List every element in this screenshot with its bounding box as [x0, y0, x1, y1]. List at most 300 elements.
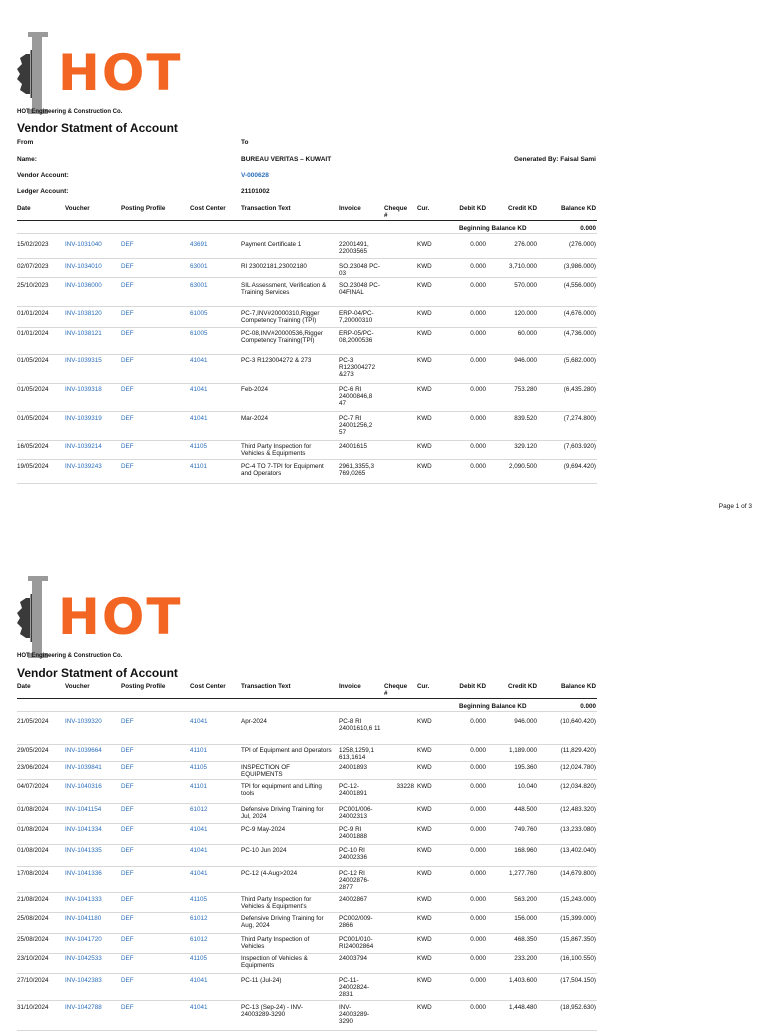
posting-profile-link[interactable]: DEF — [121, 870, 134, 877]
col-cheque-hash: # — [384, 690, 388, 697]
posting-profile-link[interactable]: DEF — [121, 826, 134, 833]
cell-credit: 276.000 — [514, 241, 537, 248]
company-name: HOT Engineering & Construction Co. — [17, 109, 123, 115]
posting-profile-link[interactable]: DEF — [121, 1004, 134, 1011]
cell-invoice: PC-12- 24001891 — [339, 783, 368, 798]
cell-balance: (16,100.550) — [560, 955, 596, 962]
cell-cur: KWD — [417, 357, 432, 364]
posting-profile-link[interactable]: DEF — [121, 896, 134, 903]
row-divider — [17, 761, 597, 762]
voucher-link[interactable]: INV-1039320 — [65, 718, 102, 725]
cell-transaction-text: TPI of Equipment and Operators — [241, 747, 332, 754]
cell-date: 01/01/2024 — [17, 310, 49, 317]
cell-invoice: PC001/006- 24002313 — [339, 806, 373, 821]
cell-credit: 946.000 — [514, 357, 537, 364]
page-number: Page 1 of 3 — [718, 503, 752, 510]
cell-date: 21/05/2024 — [17, 718, 49, 725]
cell-debit: 0.000 — [470, 806, 486, 813]
cell-credit: 2,090.500 — [508, 463, 537, 470]
from-label: From — [17, 139, 34, 146]
cell-cur: KWD — [417, 415, 432, 422]
cost-center-link[interactable]: 63001 — [190, 282, 208, 289]
posting-profile-link[interactable]: DEF — [121, 241, 134, 248]
cell-invoice: 2961,3355,3 769,0265 — [339, 463, 375, 478]
col-credit: Credit KD — [507, 205, 537, 212]
posting-profile-link[interactable]: DEF — [121, 764, 134, 771]
cell-debit: 0.000 — [470, 955, 486, 962]
cell-cur: KWD — [417, 806, 432, 813]
cell-balance: (13,402.040) — [560, 847, 596, 854]
header-rule — [17, 698, 597, 699]
cell-cheque: 33228 — [396, 783, 414, 790]
ledger-account-value: 21101002 — [241, 188, 270, 195]
row-divider — [17, 912, 597, 913]
voucher-link[interactable]: INV-1038121 — [65, 330, 102, 337]
col-cost-center: Cost Center — [190, 205, 226, 212]
cell-transaction-text: PC-4 TO 7-TPI for Equipment and Operators — [241, 463, 324, 478]
cell-cur: KWD — [417, 977, 432, 984]
cell-credit: 563.200 — [514, 896, 537, 903]
cell-debit: 0.000 — [470, 241, 486, 248]
company-logo-page-2 — [16, 572, 182, 662]
cost-center-link[interactable]: 61005 — [190, 310, 208, 317]
generated-by: Generated By: Faisal Sami — [513, 156, 596, 163]
cell-balance: (6,435.280) — [563, 386, 596, 393]
cell-credit: 448.500 — [514, 806, 537, 813]
cell-invoice: PC-7 RI 24001256,2 57 — [339, 415, 373, 437]
beginning-balance-label: Beginning Balance KD — [459, 225, 527, 232]
cell-cur: KWD — [417, 263, 432, 270]
cell-transaction-text: TPI for equipment and Lifting tools — [241, 783, 322, 798]
cell-invoice: PC002/009- 2866 — [339, 915, 373, 930]
col-date: Date — [17, 683, 31, 690]
voucher-link[interactable]: INV-1041180 — [65, 915, 102, 922]
cell-date: 15/02/2023 — [17, 241, 49, 248]
cell-transaction-text: PC-11 (Jul-24) — [241, 977, 282, 984]
cell-date: 25/10/2023 — [17, 282, 49, 289]
cell-balance: (12,483.320) — [560, 806, 596, 813]
cell-transaction-text: Defensive Driving Training for Aug, 2024 — [241, 915, 324, 930]
cell-balance: (4,736.000) — [563, 330, 596, 337]
cell-date: 01/08/2024 — [17, 826, 49, 833]
cell-invoice: 24002867 — [339, 896, 368, 903]
cell-date: 01/01/2024 — [17, 330, 49, 337]
cell-credit: 1,403.600 — [508, 977, 537, 984]
cost-center-link[interactable]: 43691 — [190, 241, 208, 248]
cell-date: 16/05/2024 — [17, 443, 49, 450]
cell-balance: (4,556.000) — [563, 282, 596, 289]
cost-center-link[interactable]: 63001 — [190, 263, 208, 270]
posting-profile-link[interactable]: DEF — [121, 955, 134, 962]
cell-invoice: 22001491, 22003565 — [339, 241, 369, 256]
cell-invoice: 1258,1259,1 613,1614 — [339, 747, 375, 762]
cell-balance: (12,034.820) — [560, 783, 596, 790]
row-divider — [17, 953, 597, 954]
vendor-account-link[interactable]: V-000628 — [241, 172, 269, 179]
voucher-link[interactable]: INV-1039319 — [65, 415, 102, 422]
cell-cur: KWD — [417, 1004, 432, 1011]
cell-cur: KWD — [417, 241, 432, 248]
cell-credit: 168.960 — [514, 847, 537, 854]
cell-date: 31/10/2024 — [17, 1004, 49, 1011]
cost-center-link[interactable]: 41041 — [190, 386, 208, 393]
cell-transaction-text: PC-3 R123004272 & 273 — [241, 357, 312, 364]
ledger-account-label: Ledger Account: — [17, 188, 69, 195]
cost-center-link[interactable]: 41105 — [190, 764, 208, 771]
posting-profile-link[interactable]: DEF — [121, 915, 134, 922]
cell-debit: 0.000 — [470, 747, 486, 754]
cost-center-link[interactable]: 41041 — [190, 870, 208, 877]
cell-date: 23/06/2024 — [17, 764, 49, 771]
beginning-balance-value: 0.000 — [580, 703, 596, 710]
posting-profile-link[interactable]: DEF — [121, 936, 134, 943]
cell-debit: 0.000 — [470, 282, 486, 289]
cell-balance: (14,679.800) — [560, 870, 596, 877]
cost-center-link[interactable]: 41101 — [190, 783, 208, 790]
col-cheque — [384, 683, 407, 697]
cost-center-link[interactable]: 61005 — [190, 330, 208, 337]
cell-credit: 60.000 — [517, 330, 537, 337]
posting-profile-link[interactable]: DEF — [121, 977, 134, 984]
logo-text: HOT — [58, 588, 183, 646]
cell-date: 21/08/2024 — [17, 896, 49, 903]
row-divider — [17, 327, 597, 328]
row-divider — [17, 973, 597, 974]
row-divider — [17, 823, 597, 824]
voucher-link[interactable]: INV-1038120 — [65, 310, 102, 317]
cost-center-link[interactable]: 61012 — [190, 936, 208, 943]
posting-profile-link[interactable]: DEF — [121, 718, 134, 725]
cell-balance: (7,274.800) — [563, 415, 596, 422]
col-invoice: Invoice — [339, 683, 361, 690]
cell-balance: (11,829.420) — [560, 747, 596, 754]
cell-cur: KWD — [417, 310, 432, 317]
cell-date: 01/05/2024 — [17, 415, 49, 422]
cell-balance: (15,399.000) — [560, 915, 596, 922]
col-cur: Cur. — [417, 683, 430, 690]
cell-invoice: SO.23048 PC-03 — [339, 263, 380, 278]
cell-invoice: PC001/010- RI24002864 — [339, 936, 374, 951]
cell-debit: 0.000 — [470, 764, 486, 771]
voucher-link[interactable]: INV-1040316 — [65, 783, 102, 790]
cell-invoice: PC-12 RI 24002876- 2877 — [339, 870, 370, 892]
vendor-name: BUREAU VERITAS – KUWAIT — [241, 156, 332, 163]
cost-center-link[interactable]: 41105 — [190, 955, 208, 962]
row-divider — [17, 1000, 597, 1001]
cell-cur: KWD — [417, 936, 432, 943]
cell-credit: 195.360 — [514, 764, 537, 771]
voucher-link[interactable]: INV-1039318 — [65, 386, 102, 393]
cell-debit: 0.000 — [470, 896, 486, 903]
company-name-page-2: HOT Engineering & Construction Co. — [17, 653, 123, 659]
cell-date: 01/08/2024 — [17, 806, 49, 813]
cell-debit: 0.000 — [470, 357, 486, 364]
row-divider — [17, 258, 597, 259]
cell-debit: 0.000 — [470, 718, 486, 725]
beginning-balance-label: Beginning Balance KD — [459, 703, 527, 710]
cell-invoice: PC-10 RI 24002336 — [339, 847, 368, 862]
cell-debit: 0.000 — [470, 330, 486, 337]
cell-date: 27/10/2024 — [17, 977, 49, 984]
row-divider — [17, 866, 597, 867]
cell-balance: (7,603.920) — [563, 443, 596, 450]
cell-debit: 0.000 — [470, 263, 486, 270]
cost-center-link[interactable]: 41041 — [190, 847, 208, 854]
cell-invoice: INV- 24003289- 3290 — [339, 1004, 370, 1026]
col-cheque-label: Cheque — [384, 683, 408, 690]
voucher-link[interactable]: INV-1041336 — [65, 870, 102, 877]
row-divider — [17, 892, 597, 893]
posting-profile-link[interactable]: DEF — [121, 747, 134, 754]
cell-debit: 0.000 — [470, 463, 486, 470]
voucher-link[interactable]: INV-1039664 — [65, 747, 102, 754]
cell-debit: 0.000 — [470, 415, 486, 422]
cell-credit: 753.280 — [514, 386, 537, 393]
cell-transaction-text: Inspection of Vehicles & Equipments — [241, 955, 308, 970]
cell-transaction-text: Defensive Driving Training for Jul, 2024 — [241, 806, 324, 821]
cost-center-link[interactable]: 41041 — [190, 826, 208, 833]
cell-cur: KWD — [417, 282, 432, 289]
posting-profile-link[interactable]: DEF — [121, 357, 134, 364]
name-label: Name: — [17, 156, 37, 163]
cell-transaction-text: PC-12 (4-Aug>2024 — [241, 870, 298, 877]
cell-cur: KWD — [417, 847, 432, 854]
col-date: Date — [17, 205, 31, 212]
row-divider — [17, 354, 597, 355]
cell-invoice: SO.23048 PC-04FINAL — [339, 282, 380, 297]
vendor-account-label: Vendor Account: — [17, 172, 69, 179]
posting-profile-link[interactable]: DEF — [121, 783, 134, 790]
cell-cur: KWD — [417, 955, 432, 962]
cell-cur: KWD — [417, 783, 432, 790]
cell-debit: 0.000 — [470, 936, 486, 943]
row-divider — [17, 411, 597, 412]
voucher-link[interactable]: INV-1041333 — [65, 896, 102, 903]
cell-date: 23/10/2024 — [17, 955, 49, 962]
cell-transaction-text: Third Party Inspection for Vehicles & Equipments — [241, 443, 312, 458]
cell-invoice: ERP-04/PC-7,20000310 — [339, 310, 374, 325]
document-title-page-2: Vendor Statment of Account — [17, 666, 178, 680]
cell-balance: (4,676.000) — [563, 310, 596, 317]
cost-center-link[interactable]: 41041 — [190, 415, 208, 422]
cell-balance: (15,243.000) — [560, 896, 596, 903]
cell-transaction-text: INSPECTION OF EQUIPMENTS — [241, 764, 290, 779]
cell-invoice: 24001893 — [339, 764, 368, 771]
cost-center-link[interactable]: 61012 — [190, 915, 208, 922]
cost-center-link[interactable]: 41041 — [190, 1004, 208, 1011]
voucher-link[interactable]: INV-1042533 — [65, 955, 102, 962]
col-debit: Debit KD — [459, 205, 486, 212]
cell-credit: 1,277.760 — [508, 870, 537, 877]
cell-transaction-text: PC-9 May-2024 — [241, 826, 286, 833]
cell-cur: KWD — [417, 826, 432, 833]
row-divider — [17, 459, 597, 460]
cell-balance: (5,682.000) — [563, 357, 596, 364]
cell-credit: 570.000 — [514, 282, 537, 289]
cost-center-link[interactable]: 41105 — [190, 896, 208, 903]
cell-balance: (15,867.350) — [560, 936, 596, 943]
posting-profile-link[interactable]: DEF — [121, 282, 134, 289]
cell-cur: KWD — [417, 870, 432, 877]
cell-credit: 233.200 — [514, 955, 537, 962]
cell-balance: (276.000) — [569, 241, 596, 248]
posting-profile-link[interactable]: DEF — [121, 443, 134, 450]
cost-center-link[interactable]: 41041 — [190, 718, 208, 725]
cell-balance: (13,233.080) — [560, 826, 596, 833]
voucher-link[interactable]: INV-1039214 — [65, 443, 102, 450]
cell-credit: 10.040 — [517, 783, 537, 790]
cell-invoice: 24003794 — [339, 955, 368, 962]
cell-debit: 0.000 — [470, 1004, 486, 1011]
cell-balance: (12,024.780) — [560, 764, 596, 771]
cell-credit: 1,189.000 — [508, 747, 537, 754]
cell-credit: 120.000 — [514, 310, 537, 317]
beginning-balance-value: 0.000 — [580, 225, 596, 232]
posting-profile-link[interactable]: DEF — [121, 330, 134, 337]
voucher-link[interactable]: INV-1034010 — [65, 263, 102, 270]
posting-profile-link[interactable]: DEF — [121, 263, 134, 270]
cell-transaction-text: PC-10 Jun 2024 — [241, 847, 287, 854]
cost-center-link[interactable]: 41041 — [190, 357, 208, 364]
cell-debit: 0.000 — [470, 310, 486, 317]
row-rule — [17, 233, 597, 234]
cell-balance: (10,640.420) — [560, 718, 596, 725]
row-divider — [17, 779, 597, 780]
cell-cur: KWD — [417, 330, 432, 337]
cell-balance: (9,694.420) — [563, 463, 596, 470]
cell-debit: 0.000 — [470, 386, 486, 393]
logo-text: HOT — [58, 44, 183, 102]
cell-invoice: PC-6 RI 24000846,8 47 — [339, 386, 373, 408]
col-cur: Cur. — [417, 205, 430, 212]
posting-profile-link[interactable]: DEF — [121, 415, 134, 422]
cell-cur: KWD — [417, 718, 432, 725]
col-balance: Balance KD — [561, 205, 596, 212]
voucher-link[interactable]: INV-1041334 — [65, 826, 102, 833]
cell-date: 25/08/2024 — [17, 936, 49, 943]
cost-center-link[interactable]: 41105 — [190, 443, 208, 450]
cell-transaction-text: PC-13 (Sep-24) - INV- 24003289-3290 — [241, 1004, 303, 1019]
row-divider — [17, 803, 597, 804]
cell-transaction-text: Third Party Inspection of Vehicles — [241, 936, 310, 951]
cell-invoice: 24001615 — [339, 443, 368, 450]
row-divider — [17, 277, 597, 278]
cell-transaction-text: Feb-2024 — [241, 386, 268, 393]
cell-credit: 3,710.000 — [508, 263, 537, 270]
voucher-link[interactable]: INV-1039841 — [65, 764, 102, 771]
col-cheque-label: Cheque — [384, 205, 408, 212]
gear-icon — [16, 28, 58, 118]
cell-date: 01/05/2024 — [17, 357, 49, 364]
posting-profile-link[interactable]: DEF — [121, 386, 134, 393]
row-divider — [17, 744, 597, 745]
cell-debit: 0.000 — [470, 977, 486, 984]
col-cheque — [384, 205, 407, 219]
cell-cur: KWD — [417, 386, 432, 393]
row-divider — [17, 933, 597, 934]
cell-credit: 1,448.480 — [508, 1004, 537, 1011]
posting-profile-link[interactable]: DEF — [121, 806, 134, 813]
cell-transaction-text: Apr-2024 — [241, 718, 267, 725]
cell-cur: KWD — [417, 915, 432, 922]
voucher-link[interactable]: INV-1042383 — [65, 977, 102, 984]
cell-credit: 946.000 — [514, 718, 537, 725]
col-voucher: Voucher — [65, 683, 90, 690]
cost-center-link[interactable]: 41101 — [190, 747, 208, 754]
voucher-link[interactable]: INV-1041720 — [65, 936, 102, 943]
cell-invoice: PC-11- 24002824- 2831 — [339, 977, 370, 999]
cell-cur: KWD — [417, 443, 432, 450]
cell-transaction-text: Payment Certificate 1 — [241, 241, 302, 248]
cell-invoice: ERP-05/PC-08,2000536 — [339, 330, 374, 345]
to-label: To — [241, 139, 249, 146]
col-voucher: Voucher — [65, 205, 90, 212]
cell-debit: 0.000 — [470, 783, 486, 790]
col-invoice: Invoice — [339, 205, 361, 212]
posting-profile-link[interactable]: DEF — [121, 847, 134, 854]
voucher-link[interactable]: INV-1036000 — [65, 282, 102, 289]
row-divider — [17, 440, 597, 441]
cell-balance: (18,952.630) — [560, 1004, 596, 1011]
cell-date: 19/05/2024 — [17, 463, 49, 470]
cell-credit: 329.120 — [514, 443, 537, 450]
cell-date: 17/08/2024 — [17, 870, 49, 877]
cell-date: 02/07/2023 — [17, 263, 49, 270]
voucher-link[interactable]: INV-1041154 — [65, 806, 102, 813]
cell-transaction-text: Mar-2024 — [241, 415, 268, 422]
cell-transaction-text: Third Party Inspection for Vehicles & Equipment's — [241, 896, 312, 911]
col-cheque-hash: # — [384, 212, 388, 219]
cell-debit: 0.000 — [470, 870, 486, 877]
cell-invoice: PC-8 RI 24001610,6 11 — [339, 718, 381, 733]
col-transaction-text: Transaction Text — [241, 683, 291, 690]
row-rule — [17, 711, 597, 712]
voucher-link[interactable]: INV-1031040 — [65, 241, 102, 248]
col-transaction-text: Transaction Text — [241, 205, 291, 212]
voucher-link[interactable]: INV-1041335 — [65, 847, 102, 854]
voucher-link[interactable]: INV-1042788 — [65, 1004, 102, 1011]
posting-profile-link[interactable]: DEF — [121, 310, 134, 317]
cost-center-link[interactable]: 61012 — [190, 806, 208, 813]
cell-date: 29/05/2024 — [17, 747, 49, 754]
posting-profile-link[interactable]: DEF — [121, 463, 134, 470]
cell-cur: KWD — [417, 747, 432, 754]
cell-date: 04/07/2024 — [17, 783, 49, 790]
cell-cur: KWD — [417, 896, 432, 903]
company-logo — [16, 28, 182, 118]
document-title: Vendor Statment of Account — [17, 121, 178, 135]
row-divider — [17, 844, 597, 845]
col-balance: Balance KD — [561, 683, 596, 690]
cell-date: 01/05/2024 — [17, 386, 49, 393]
cell-credit: 468.350 — [514, 936, 537, 943]
cell-balance: (17,504.150) — [560, 977, 596, 984]
cost-center-link[interactable]: 41101 — [190, 463, 208, 470]
gear-icon — [16, 572, 58, 662]
cell-debit: 0.000 — [470, 915, 486, 922]
col-debit: Debit KD — [459, 683, 486, 690]
voucher-link[interactable]: INV-1039243 — [65, 463, 102, 470]
voucher-link[interactable]: INV-1039315 — [65, 357, 102, 364]
cell-transaction-text: RI 23002181,23002180 — [241, 263, 307, 270]
cell-cur: KWD — [417, 764, 432, 771]
cell-debit: 0.000 — [470, 443, 486, 450]
cost-center-link[interactable]: 41041 — [190, 977, 208, 984]
cell-debit: 0.000 — [470, 826, 486, 833]
row-divider — [17, 483, 597, 484]
cell-date: 25/08/2024 — [17, 915, 49, 922]
col-posting-profile: Posting Profile — [121, 205, 166, 212]
